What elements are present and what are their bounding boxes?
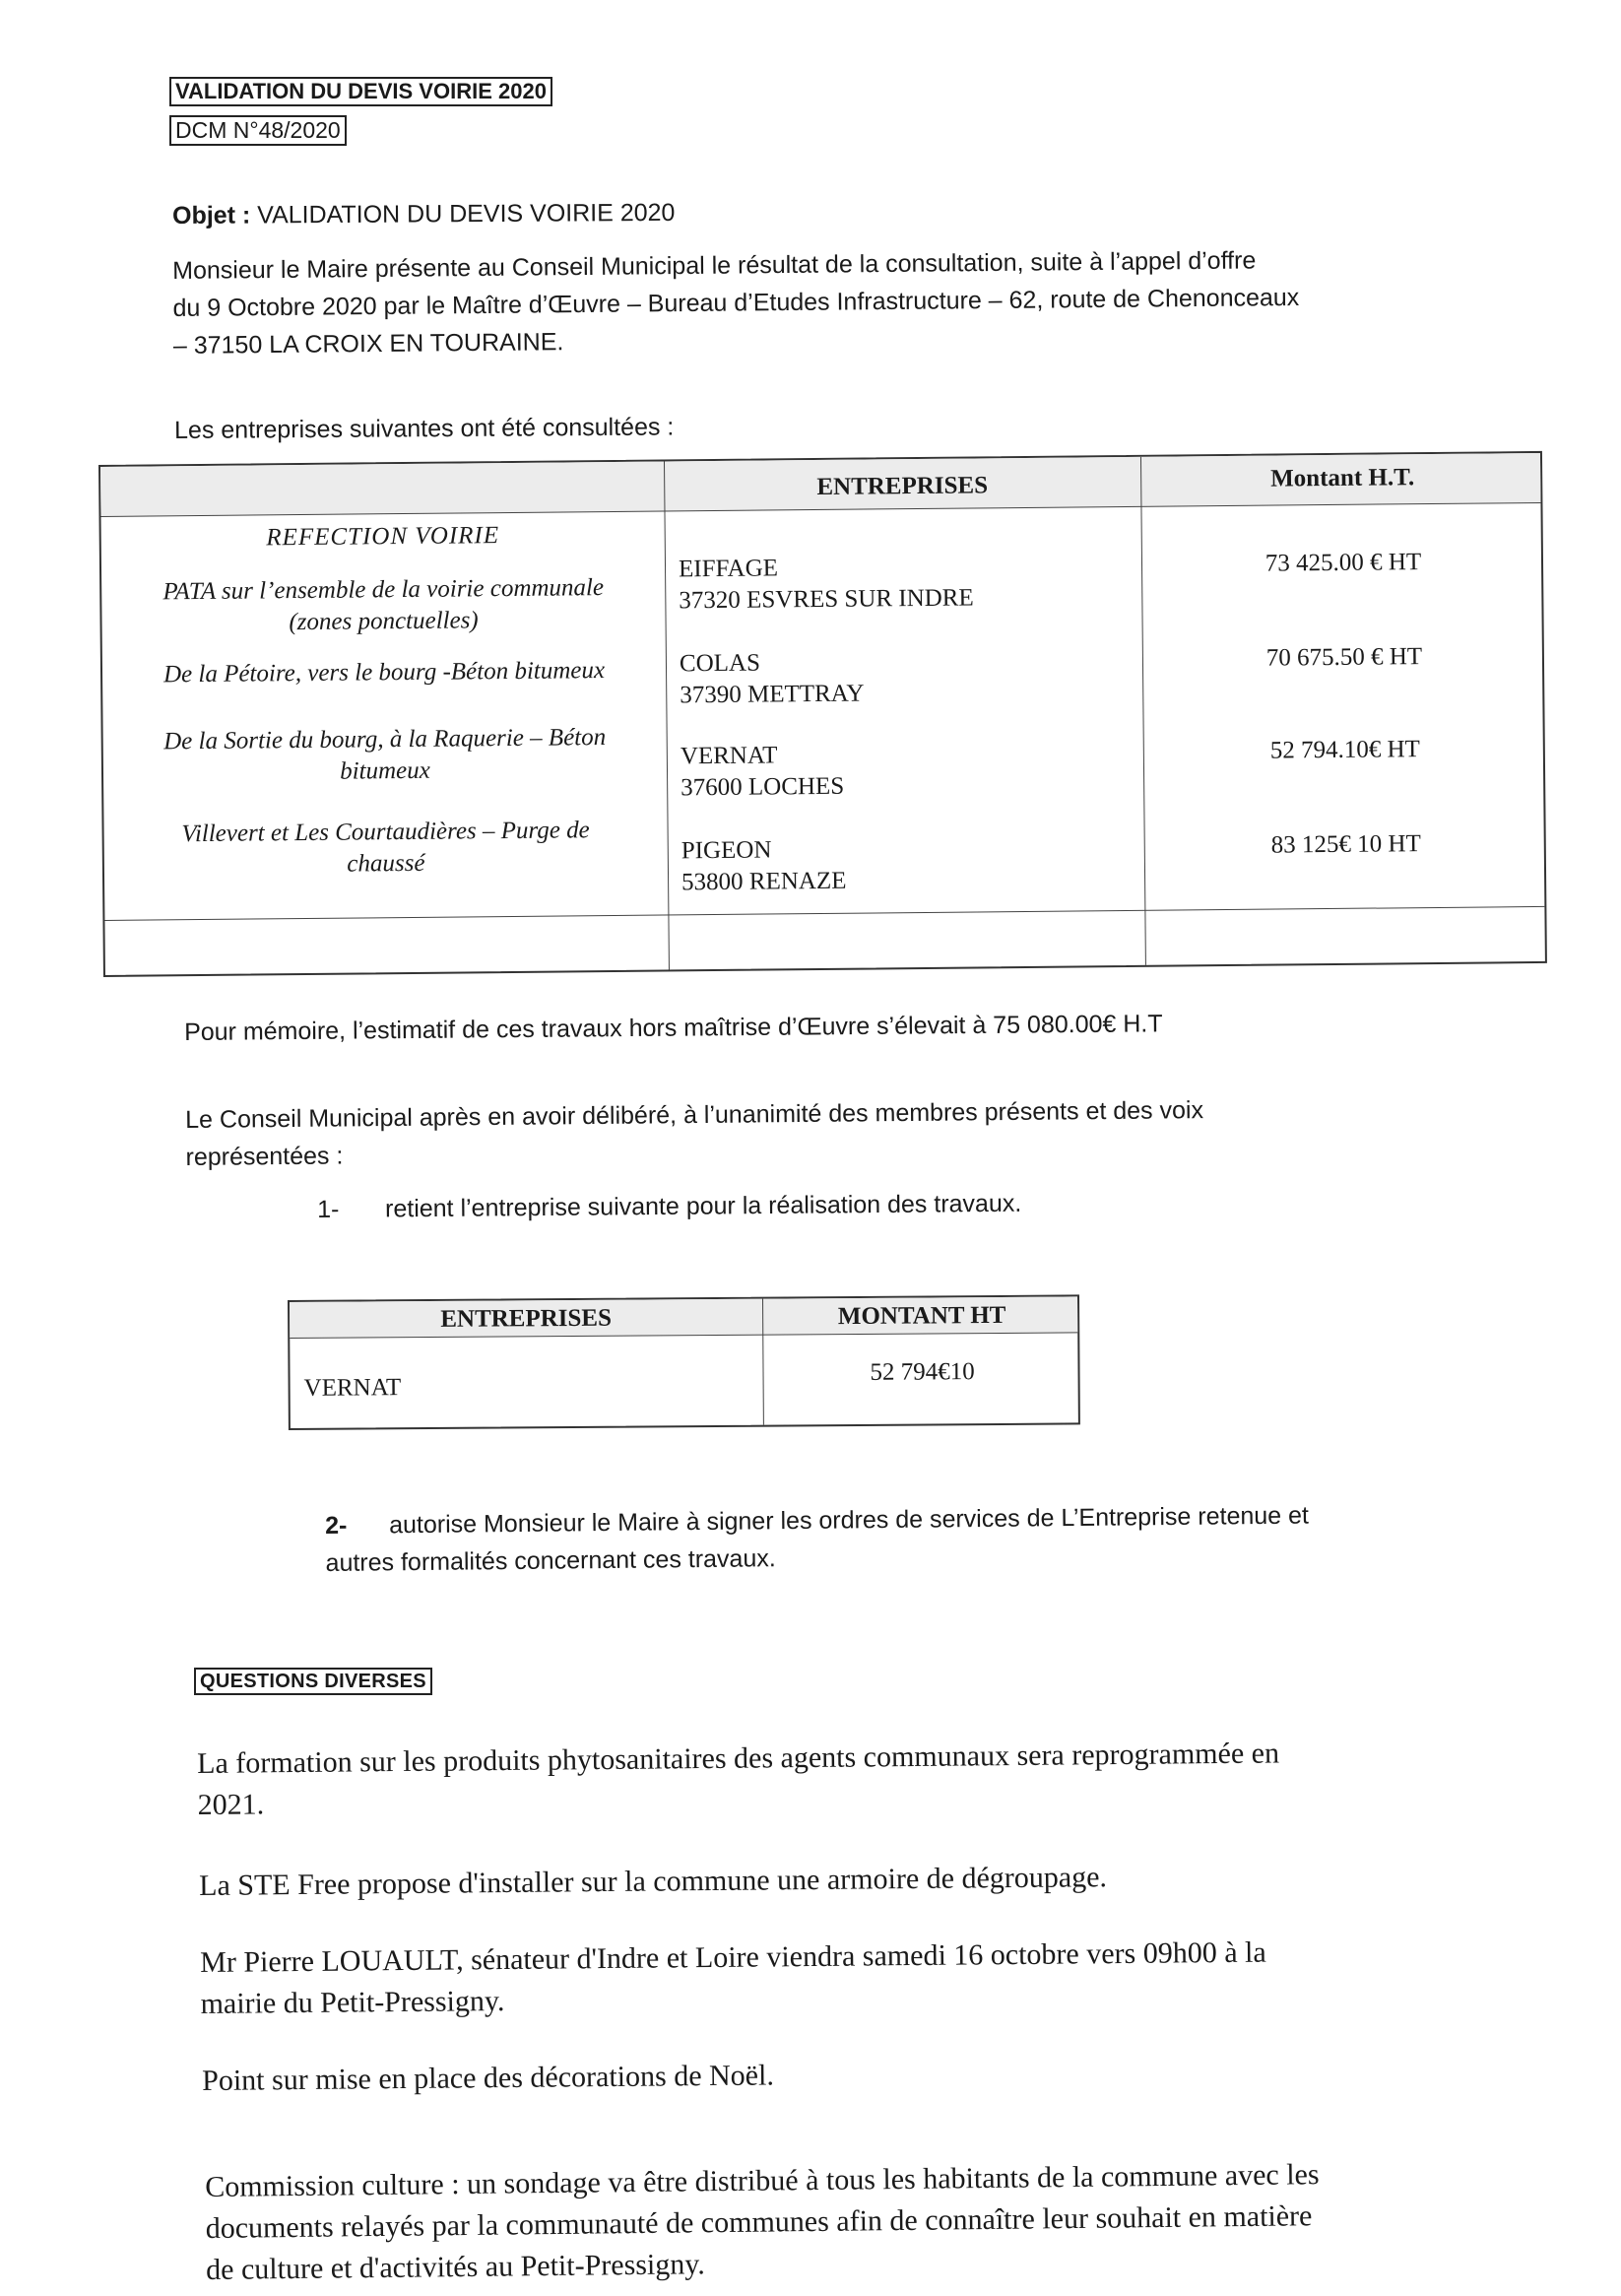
small-col-header-montant: MONTANT HT <box>837 1301 1006 1331</box>
selected-company-table <box>288 1294 1080 1430</box>
deliberation-paragraph <box>185 1089 1427 1176</box>
col-header-entreprises: ENTREPRISES <box>816 472 989 500</box>
col-divider-1 <box>664 461 670 969</box>
small-col-header-entreprises: ENTREPRISES <box>440 1304 613 1333</box>
table-row-company: COLAS 37390 METTRAY <box>679 649 865 709</box>
table-row-amount: 70 675.50 € HT <box>1265 643 1423 672</box>
consulted-label: Les entreprises suivantes ont été consultées : <box>174 413 675 444</box>
deliberation-line-2: représentées : <box>185 1142 344 1171</box>
intro-paragraph <box>172 240 1434 364</box>
document-title: VALIDATION DU DEVIS VOIRIE 2020 <box>169 77 552 106</box>
selected-company-amount: 52 794€10 <box>870 1358 975 1386</box>
memo-line: Pour mémoire, l’estimatif de ces travaux hors maîtrise d’Œuvre s’élevait à 75 080.00€ H.T <box>184 1010 1163 1046</box>
table-row-amount: 52 794.10€ HT <box>1269 736 1420 764</box>
objet-line <box>172 199 676 230</box>
decision-item-2 <box>325 1495 1449 1582</box>
questions-paragraph-1: La formation sur les produits phytosanitaires des agents communaux sera reprogrammée en 2021. <box>197 1737 1280 1821</box>
item-1-number: 1- <box>317 1195 340 1223</box>
table-row-amount: 73 425.00 € HT <box>1264 549 1422 577</box>
item-2-number: 2- <box>325 1511 348 1540</box>
objet-label: Objet : <box>172 201 251 230</box>
objet-text: VALIDATION DU DEVIS VOIRIE 2020 <box>257 198 676 230</box>
col-divider-2 <box>1140 457 1146 965</box>
col-header-montant: Montant H.T. <box>1270 464 1415 492</box>
item-2-line-2: autres formalités concernant ces travaux. <box>325 1544 776 1577</box>
consultation-table <box>98 451 1547 977</box>
questions-paragraph-5: Commission culture : un sondage va être distribué à tous les habitants de la commune avec les documents relayés par la communauté de communes afin de connaître leur souhait en matière de culture et d'activités au Petit-Pressigny. <box>205 2158 1320 2286</box>
questions-paragraph-3: Mr Pierre LOUAULT, sénateur d'Indre et Loire viendra samedi 16 octobre vers 09h00 à la mairie du Petit-Pressigny. <box>200 1935 1266 2020</box>
intro-line-3: – 37150 LA CROIX EN TOURAINE. <box>172 328 564 360</box>
item-1-text: retient l’entreprise suivante pour la réalisation des travaux. <box>384 1189 1022 1223</box>
dcm-reference: DCM N°48/2020 <box>169 115 347 146</box>
questions-paragraph-4: Point sur mise en place des décorations de Noël. <box>202 2059 775 2097</box>
selected-company-name: VERNAT <box>303 1374 402 1402</box>
intro-line-1: Monsieur le Maire présente au Conseil Municipal le résultat de la consultation, suite à l’appel d’offre <box>172 246 1257 285</box>
table-row-work: PATA sur l’ensemble de la voirie communale (zones ponctuelles) <box>162 574 605 636</box>
table-row-amount: 83 125€ 10 HT <box>1270 830 1421 859</box>
intro-line-2: du 9 Octobre 2020 par le Maître d’Œuvre – Bureau d’Etudes Infrastructure – 62, route de Chenonceaux <box>172 284 1300 322</box>
table-row-company: VERNAT 37600 LOCHES <box>680 742 845 802</box>
questions-paragraph-2: La STE Free propose d'installer sur la commune une armoire de dégroupage. <box>199 1861 1108 1902</box>
table-row-work: De la Pétoire, vers le bourg -Béton bitumeux <box>162 657 606 689</box>
deliberation-line-1: Le Conseil Municipal après en avoir délibéré, à l’unanimité des membres présents et des voix <box>185 1096 1204 1134</box>
footer-divider <box>104 906 1544 921</box>
table-row-work: De la Sortie du bourg, à la Raquerie – Béton bitumeux <box>163 724 607 785</box>
decision-item-1 <box>317 1190 1021 1224</box>
table-row-work: Villevert et Les Courtaudières – Purge de chaussé <box>181 817 590 878</box>
table-row-company: EIFFAGE 37320 ESVRES SUR INDRE <box>678 555 974 615</box>
item-2-line-1: autorise Monsieur le Maire à signer les ordres de services de L’Entreprise retenue et <box>389 1501 1310 1540</box>
questions-diverses-heading: QUESTIONS DIVERSES <box>194 1668 432 1695</box>
section-title: REFECTION VOIRIE <box>266 522 500 552</box>
table-row-company: PIGEON 53800 RENAZE <box>681 836 847 896</box>
